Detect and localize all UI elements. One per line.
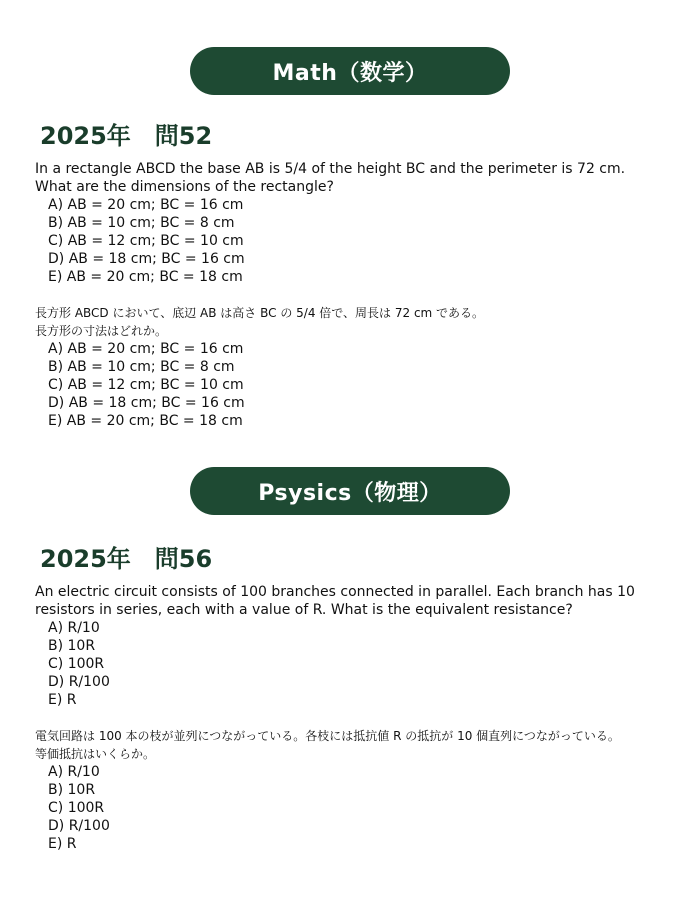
answer-options <box>35 619 692 709</box>
question-line: 電気回路は 100 本の枝が並列につながっている。各枝には抵抗値 R の抵抗が 10 個直列につながっている。 <box>35 729 620 743</box>
math-question-en <box>35 160 692 286</box>
question-line: What are the dimensions of the rectangle? <box>35 179 334 195</box>
physics-section-banner: Psysics（物理） <box>190 467 510 515</box>
question-line: In a rectangle ABCD the base AB is 5/4 of the height BC and the perimeter is 72 cm. <box>35 161 626 177</box>
answer-options <box>35 763 692 853</box>
answer-option: A) AB = 20 cm; BC = 16 cm <box>48 197 244 213</box>
answer-option: A) R/10 <box>48 764 100 780</box>
answer-option: D) R/100 <box>48 818 110 834</box>
answer-option: B) AB = 10 cm; BC = 8 cm <box>48 215 235 231</box>
answer-option: C) 100R <box>48 656 105 672</box>
answer-option: E) AB = 20 cm; BC = 18 cm <box>48 269 243 285</box>
answer-option: A) AB = 20 cm; BC = 16 cm <box>48 341 244 357</box>
answer-option: E) R <box>48 692 77 708</box>
answer-option: E) AB = 20 cm; BC = 18 cm <box>48 413 243 429</box>
answer-options <box>35 196 692 286</box>
answer-option: D) AB = 18 cm; BC = 16 cm <box>48 251 245 267</box>
answer-option: E) R <box>48 836 77 852</box>
question-line: resistors in series, each with a value of R. What is the equivalent resistance? <box>35 602 573 618</box>
question-line: 長方形 ABCD において、底辺 AB は高さ BC の 5/4 倍で、周長は 72 cm である。 <box>35 306 485 320</box>
question-line: 等価抵抗はいくらか。 <box>35 747 156 761</box>
answer-option: D) AB = 18 cm; BC = 16 cm <box>48 395 245 411</box>
answer-option: C) 100R <box>48 800 105 816</box>
math-section-banner: Math（数学） <box>190 47 510 95</box>
answer-option: B) AB = 10 cm; BC = 8 cm <box>48 359 235 375</box>
answer-option: D) R/100 <box>48 674 110 690</box>
physics-question-en <box>35 583 692 709</box>
physics-question-ja <box>35 727 692 853</box>
answer-option: B) 10R <box>48 638 96 654</box>
answer-option: A) R/10 <box>48 620 100 636</box>
answer-options <box>35 340 692 430</box>
question-line: An electric circuit consists of 100 branches connected in parallel. Each branch has 10 <box>35 584 635 600</box>
answer-option: C) AB = 12 cm; BC = 10 cm <box>48 377 244 393</box>
math-question-ja <box>35 304 692 430</box>
physics-question-heading: 2025年 問56 <box>40 545 213 573</box>
math-question-heading: 2025年 問52 <box>40 122 213 150</box>
answer-option: B) 10R <box>48 782 96 798</box>
answer-option: C) AB = 12 cm; BC = 10 cm <box>48 233 244 249</box>
question-line: 長方形の寸法はどれか。 <box>35 324 168 338</box>
